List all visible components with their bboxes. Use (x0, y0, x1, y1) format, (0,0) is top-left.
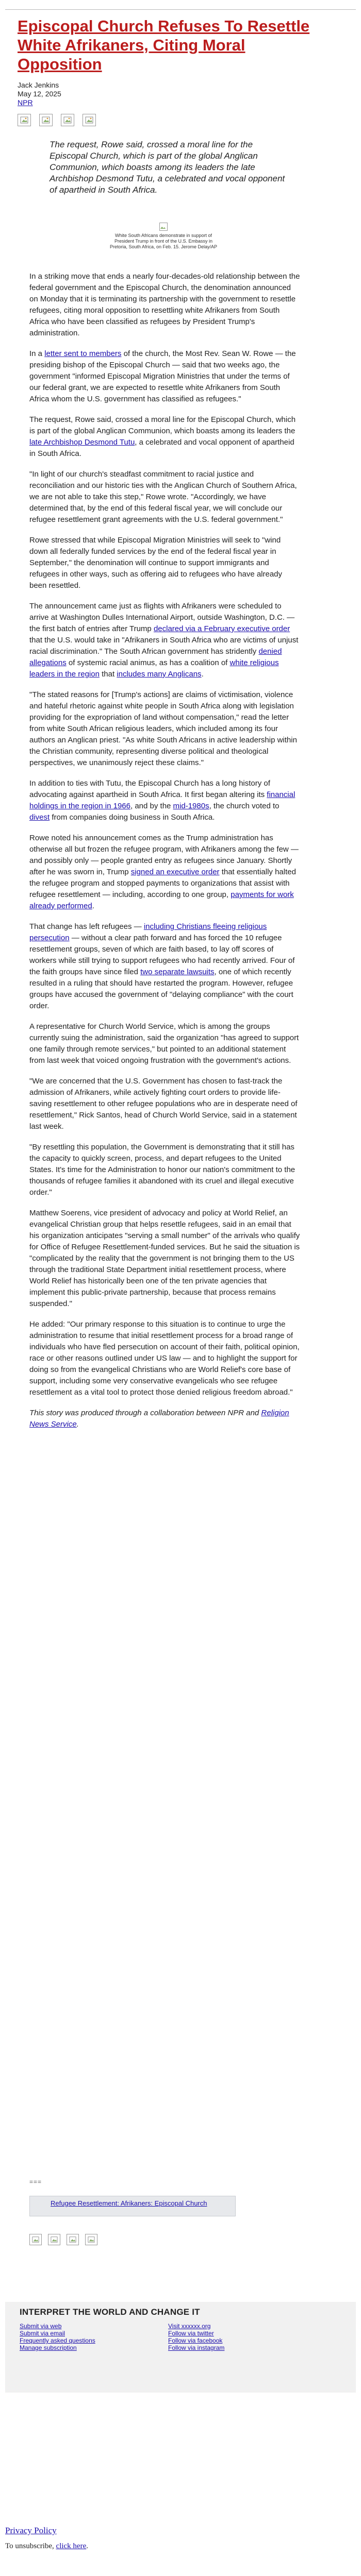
twitter-follow-link[interactable]: Follow via twitter (168, 2330, 214, 2337)
email-share-icon[interactable] (67, 2234, 79, 2245)
anglicans-link[interactable]: includes many Anglicans (117, 670, 202, 679)
privacy-policy-link[interactable]: Privacy Policy (5, 2526, 57, 2535)
visit-site-link[interactable]: Visit xxxxxx.org (168, 2323, 211, 2330)
related-topics-link[interactable]: Refugee Resettlement: Afrikaners: Episcopal Church (51, 2199, 207, 2207)
unsubscribe-link[interactable]: click here (56, 2542, 87, 2550)
section-separator: === (29, 2178, 42, 2185)
share-icons-bottom (29, 2234, 97, 2245)
lawsuits-link[interactable]: two separate lawsuits (140, 968, 215, 976)
article-lede: The request, Rowe said, crossed a moral line for the Episcopal Church, which is part of the global Anglican Communion, which boasts among its leaders the late Archbishop Desmond Tutu, a celebrated and vocal opponent of apartheid in South Africa. (50, 140, 285, 195)
paragraph: Rowe noted his announcement comes as the Trump administration has otherwise all but frozen the refugee program, with Afrikaners among the few — and possibly only — people granted entry as refugees since January. Shortly after he was sworn in, Trump signed an executive order that essentially halted the refugee program and stopped payments to organizations that assist with refugee resettlement — including, according to one group, payments for work already performed. (29, 834, 299, 910)
link-share-icon[interactable] (83, 114, 96, 126)
newsletter-footer (5, 2302, 356, 2393)
divest-link[interactable]: divest (29, 813, 50, 822)
christians-persecution-link[interactable]: including Christians fleeing religious persecution (29, 922, 267, 942)
header-divider (5, 9, 356, 10)
paragraph: The request, Rowe said, crossed a moral line for the Episcopal Church, which is part of the global Anglican Communion, which boasts among its leaders the late Archbishop Desmond Tutu, a celebrated and vocal opponent of apartheid in South Africa. (29, 415, 296, 458)
story-credit: This story was produced through a collaboration between NPR and Religion News Service. (29, 1409, 289, 1429)
twitter-share-icon[interactable] (39, 114, 53, 126)
image-icon (159, 223, 168, 231)
manage-subscription-link[interactable]: Manage subscription (20, 2344, 77, 2351)
share-icons-top (18, 114, 96, 126)
paragraph: In a striking move that ends a nearly four-decades-old relationship between the federal government and the Episcopal Church, the denomination announced on Monday that it is terminating its partnership with the government to resettle refugees, citing moral opposition to resettling white Afrikaners from South Africa who have been classified as refugees by President Trump's administration. (29, 272, 300, 337)
paragraph: In addition to ties with Tutu, the Episcopal Church has a long history of advocating against apartheid in South Africa. It first began altering its financial holdings in the region in 1966, and by the mid-1980s, the church voted to divest from companies doing business in South Africa. (29, 779, 296, 822)
footer-heading: INTERPRET THE WORLD AND CHANGE IT (20, 2307, 200, 2317)
unsubscribe-row: To unsubscribe, click here. (5, 2542, 88, 2550)
article-body (29, 271, 301, 1439)
instagram-follow-link[interactable]: Follow via instagram (168, 2344, 225, 2351)
photo-caption: White South Africans demonstrate in support of President Trump in front of the U.S. Embassy in Pretoria, South Africa, on Feb. 15. Jerome Delay/AP (109, 233, 218, 249)
religious-leaders-link[interactable]: white religious leaders in the region (29, 658, 279, 679)
paragraph: In a letter sent to members of the church, the Most Rev. Sean W. Rowe — the presiding bishop of the Episcopal Church — said that two weeks ago, the government "informed Episcopal Migration Ministries that under the terms of our federal grant, we are expected to resettle white Afrikaners from South Africa whom the U.S. government has classified as refugees." (29, 349, 296, 403)
signed-order-link[interactable]: signed an executive order (130, 868, 220, 876)
footer-links-right (168, 2323, 224, 2351)
paragraph: "In light of our church's steadfast commitment to racial justice and reconciliation and our historic ties with the Anglican Church of Southern Africa, we are not able to take this step," Rowe wrote. "Accordingly, we have determined that, by the end of this federal fiscal year, we will conclude our refugee resettlement grant agreements with the U.S. federal government." (29, 470, 297, 524)
footer-links-left (20, 2323, 95, 2351)
paragraph: Matthew Soerens, vice president of advocacy and policy at World Relief, an evangelical Christian group that helps resettle refugees, said in an email that his organization anticipates "serving a small number" of the arrivals who qualify for Office of Refugee Resettlement-funded services. But he said the situation is "complicated by the reality that the government is not bringing them to the US through the traditional State Department initial resettlement process, where World Relief has historically been one of the ten private agencies that implement this public-private partnership, because that process remains suspended." (29, 1209, 300, 1308)
submit-web-link[interactable]: Submit via web (20, 2323, 62, 2330)
executive-order-link[interactable]: declared via a February executive order (153, 624, 290, 633)
paragraph: A representative for Church World Service, which is among the groups currently suing the administration, said the organization "has agreed to support one family through remote services," but pointed to an additional statement from last week that voiced ongoing frustration with the government's actions. (29, 1022, 299, 1065)
email-share-icon[interactable] (61, 114, 74, 126)
paragraph: "We are concerned that the U.S. Government has chosen to fast-track the admission of Afrikaners, while actively fighting court orders to provide life-saving resettlement to other refugee populations who are in desperate need of resettlement," Rick Santos, head of Church World Service, said in a statement last week. (29, 1077, 298, 1131)
financial-holdings-link[interactable]: financial holdings in the region in 1966 (29, 790, 296, 810)
paragraph: "By resettling this population, the Government is demonstrating that it still has the capacity to quickly screen, process, and depart refugees to the United States. It's time for the Administration to honor our nation's commitment to the thousands of refugee families it abandoned with its cruel and illegal executive order." (29, 1143, 296, 1197)
twitter-share-icon[interactable] (48, 2234, 60, 2245)
facebook-follow-link[interactable]: Follow via facebook (168, 2337, 223, 2344)
paragraph: That change has left refugees — including Christians fleeing religious persecution — without a clear path forward and has forced the 10 refugee resettlement groups, seven of which are faith based, to lay off scores of workers while still trying to support refugees who had recently arrived. Four of the faith groups have since filed two separate lawsuits, one of which recently resulted in a ruling that should have restarted the program. However, refugee groups have accused the government of "delaying compliance" with the court order. (29, 922, 295, 1010)
author-name: Jack Jenkins (18, 81, 59, 89)
paragraph: He added: "Our primary response to this situation is to continue to urge the administration to resume that initial resettlement process for a broad range of individuals who have fled persecution on account of their faith, political opinion, race or other reasons outlined under US law — and to highlight the support for doing so from the evangelical Christians who are World Relief's core base of support, including some very conservative evangelicals who see refugee resettlement as a vital tool to protect those denied religious freedom abroad." (29, 1320, 300, 1397)
byline (18, 81, 61, 107)
tutu-link[interactable]: late Archbishop Desmond Tutu (29, 438, 135, 447)
link-share-icon[interactable] (85, 2234, 97, 2245)
paragraph: Rowe stressed that while Episcopal Migration Ministries will seek to "wind down all federally funded services by the end of the federal fiscal year in September," the denomination will continue to support immigrants and refugees in other ways, such as offering aid to refugees who have already been resettled. (29, 536, 283, 590)
paragraph: The announcement came just as flights with Afrikaners were scheduled to arrive at Washington Dulles International Airport, outside Washington, D.C. — the first batch of entries after Trump declared via a February executive order that the U.S. would take in "Afrikaners in South Africa who are victims of unjust racial discrimination." The South African government has stridently denied allegations of systemic racial animus, as has a coalition of white religious leaders in the region that includes many Anglicans. (29, 602, 299, 679)
privacy-row (5, 2526, 57, 2536)
submit-email-link[interactable]: Submit via email (20, 2330, 65, 2337)
facebook-share-icon[interactable] (18, 114, 31, 126)
article-headline[interactable]: Episcopal Church Refuses To Resettle White Afrikaners, Citing Moral Opposition (18, 17, 310, 73)
faq-link[interactable]: Frequently asked questions (20, 2337, 95, 2344)
source-link[interactable]: NPR (18, 98, 33, 107)
paragraph: "The stated reasons for [Trump's actions] are claims of victimisation, violence and hateful rhetoric against white people in South Africa along with legislation providing for the expropriation of land without compensation," read the letter from white South African religious leaders, which included among its four authors an Anglican priest. "As white South Africans in active leadership within the Christian community, representing diverse political and theological perspectives, we unanimously reject these claims." (29, 690, 297, 767)
facebook-share-icon[interactable] (29, 2234, 42, 2245)
payments-link[interactable]: payments for work already performed (29, 890, 294, 910)
mid-1980s-link[interactable]: mid-1980s (173, 802, 209, 810)
rns-link[interactable]: Religion News Service (29, 1409, 289, 1429)
unsubscribe-text: To unsubscribe, (5, 2542, 56, 2550)
article-photo (106, 223, 221, 257)
publish-date: May 12, 2025 (18, 90, 61, 98)
denied-allegations-link[interactable]: denied allegations (29, 647, 282, 667)
letter-link[interactable]: letter sent to members (44, 349, 122, 358)
related-topics-card (29, 2196, 236, 2216)
